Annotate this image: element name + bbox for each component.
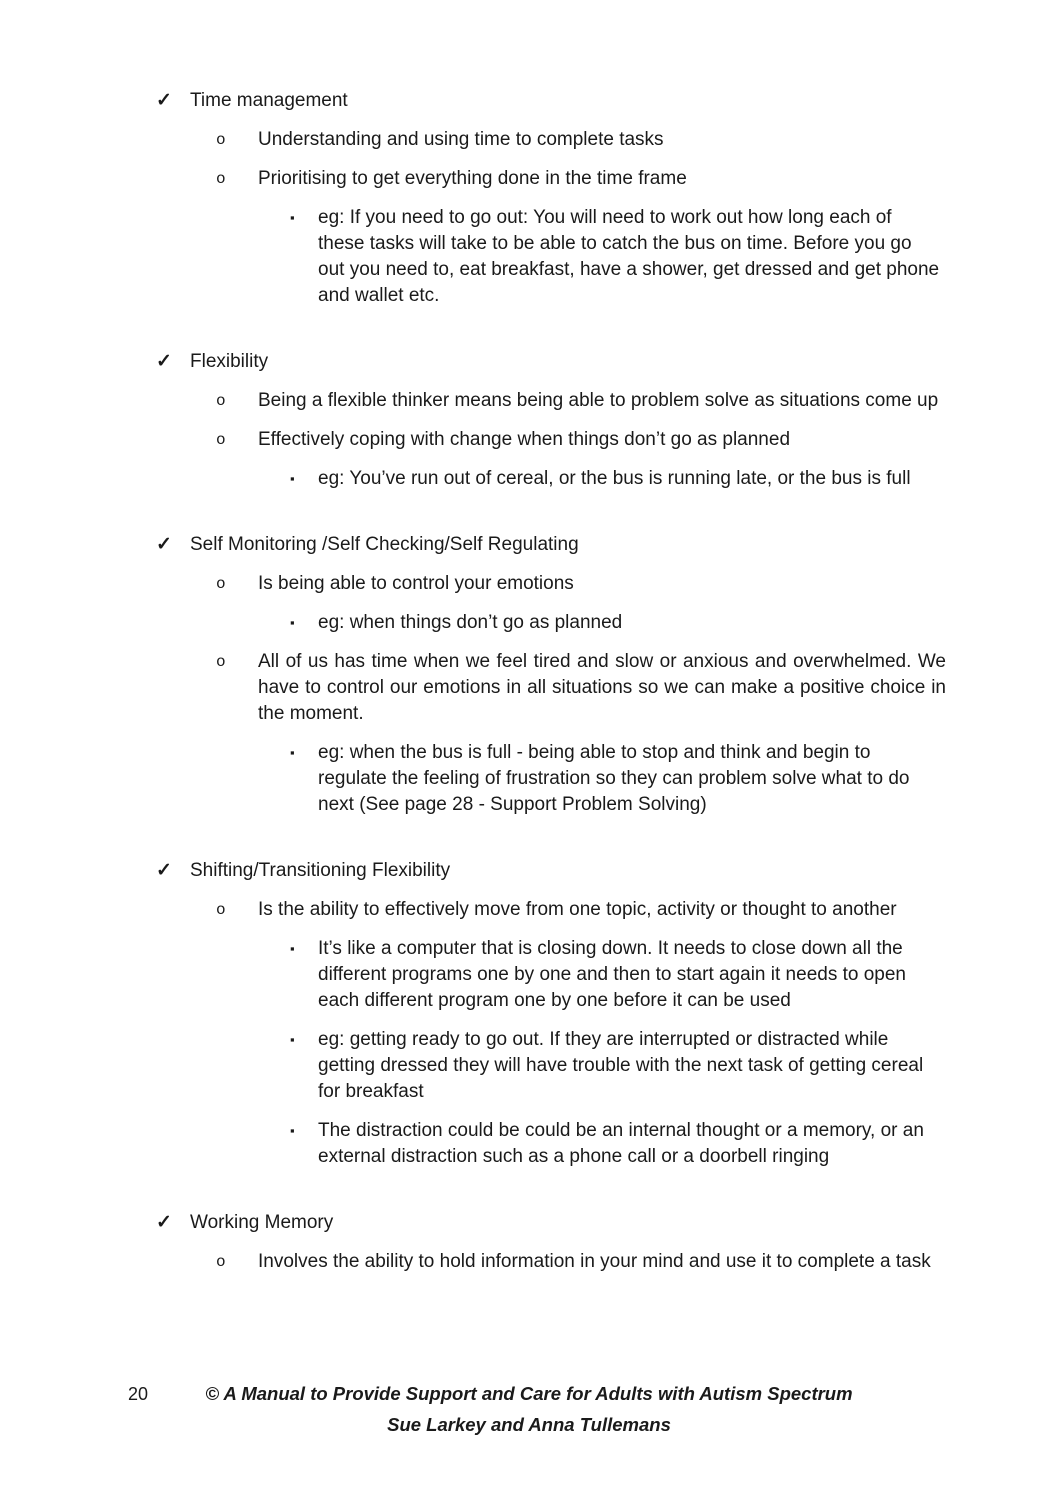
circle-bullet-icon: o bbox=[216, 1253, 226, 1271]
list-item-text: Prioritising to get everything done in the time frame bbox=[258, 168, 687, 189]
square-bullet-icon: ▪ bbox=[290, 941, 295, 956]
footer-copyright-line: © A Manual to Provide Support and Care for Adults with Autism Spectrum bbox=[205, 1383, 853, 1404]
list-item-level1 bbox=[0, 532, 1058, 558]
circle-bullet-icon: o bbox=[216, 131, 226, 149]
section-title: Self Monitoring /Self Checking/Self Regulating bbox=[190, 534, 579, 555]
checkmark-bullet-icon: ✓ bbox=[156, 534, 172, 555]
list-item-text: It’s like a computer that is closing down. It needs to close down all the different programs one by one and then to start again it needs to open each different program one by one before it can be used bbox=[318, 938, 906, 1011]
circle-bullet-icon: o bbox=[216, 431, 226, 449]
circle-bullet-icon: o bbox=[216, 392, 226, 410]
circle-bullet-icon: o bbox=[216, 575, 226, 593]
checkmark-bullet-icon: ✓ bbox=[156, 1212, 172, 1233]
list-item-level3 bbox=[0, 1027, 1058, 1105]
square-bullet-icon: ▪ bbox=[290, 1123, 295, 1138]
page-footer bbox=[0, 1378, 1058, 1440]
outline-sections bbox=[0, 88, 1058, 1275]
list-item-text: eg: If you need to go out: You will need to work out how long each of these tasks will take to be able to catch the bus on time. Before you go out you need to, eat breakfast, have a shower, get dressed and get phone and wallet etc. bbox=[318, 207, 940, 306]
list-item-level3 bbox=[0, 205, 1058, 309]
section-title: Flexibility bbox=[190, 351, 269, 372]
list-item-text: Understanding and using time to complete tasks bbox=[258, 129, 664, 150]
square-bullet-icon: ▪ bbox=[290, 615, 295, 630]
list-item-level3 bbox=[0, 466, 1058, 492]
list-item-level2 bbox=[0, 571, 1058, 597]
outline-section bbox=[0, 532, 1058, 818]
list-item-level2 bbox=[0, 897, 1058, 923]
square-bullet-icon: ▪ bbox=[290, 210, 295, 225]
list-item-level2 bbox=[0, 427, 1058, 453]
list-item-text: Effectively coping with change when things don’t go as planned bbox=[258, 429, 791, 450]
square-bullet-icon: ▪ bbox=[290, 745, 295, 760]
checkmark-bullet-icon: ✓ bbox=[156, 860, 172, 881]
document-body bbox=[0, 88, 1058, 1288]
list-item-level2 bbox=[0, 649, 1058, 727]
section-title: Working Memory bbox=[190, 1212, 334, 1233]
outline-section bbox=[0, 88, 1058, 309]
list-item-text: Being a flexible thinker means being able to problem solve as situations come up bbox=[258, 390, 939, 411]
list-item-level1 bbox=[0, 858, 1058, 884]
list-item-level1 bbox=[0, 349, 1058, 375]
outline-section bbox=[0, 858, 1058, 1170]
list-item-text: eg: You’ve run out of cereal, or the bus is running late, or the bus is full bbox=[318, 468, 911, 489]
list-item-level1 bbox=[0, 88, 1058, 114]
page-number: 20 bbox=[128, 1384, 149, 1404]
footer-authors-line: Sue Larkey and Anna Tullemans bbox=[387, 1414, 671, 1435]
footer-text bbox=[0, 1378, 1058, 1440]
list-item-text: The distraction could be could be an internal thought or a memory, or an external distraction such as a phone call or a doorbell ringing bbox=[318, 1120, 924, 1167]
list-item-text: Is the ability to effectively move from one topic, activity or thought to another bbox=[258, 899, 897, 920]
list-item-text: eg: when the bus is full - being able to stop and think and begin to regulate the feeling of frustration so they can problem solve what to do next (See page 28 - Support Problem Solving) bbox=[318, 742, 910, 815]
list-item-level3 bbox=[0, 610, 1058, 636]
checkmark-bullet-icon: ✓ bbox=[156, 351, 172, 372]
circle-bullet-icon: o bbox=[216, 653, 226, 671]
list-item-level2 bbox=[0, 1249, 1058, 1275]
list-item-level1 bbox=[0, 1210, 1058, 1236]
list-item-level3 bbox=[0, 936, 1058, 1014]
checkmark-bullet-icon: ✓ bbox=[156, 90, 172, 111]
square-bullet-icon: ▪ bbox=[290, 471, 295, 486]
circle-bullet-icon: o bbox=[216, 901, 226, 919]
list-item-text: Is being able to control your emotions bbox=[258, 573, 574, 594]
list-item-text: All of us has time when we feel tired and slow or anxious and overwhelmed. We have to control our emotions in all situations so we can make a positive choice in the moment. bbox=[258, 651, 946, 724]
square-bullet-icon: ▪ bbox=[290, 1032, 295, 1047]
list-item-level2 bbox=[0, 127, 1058, 153]
outline-section bbox=[0, 1210, 1058, 1275]
list-item-text: Involves the ability to hold information in your mind and use it to complete a task bbox=[258, 1251, 931, 1272]
section-title: Shifting/Transitioning Flexibility bbox=[190, 860, 451, 881]
list-item-level2 bbox=[0, 388, 1058, 414]
section-title: Time management bbox=[190, 90, 348, 111]
list-item-level3 bbox=[0, 740, 1058, 818]
circle-bullet-icon: o bbox=[216, 170, 226, 188]
list-item-level3 bbox=[0, 1118, 1058, 1170]
list-item-level2 bbox=[0, 166, 1058, 192]
list-item-text: eg: getting ready to go out. If they are interrupted or distracted while getting dressed they will have trouble with the next task of getting cereal for breakfast bbox=[318, 1029, 924, 1102]
list-item-text: eg: when things don’t go as planned bbox=[318, 612, 623, 633]
outline-section bbox=[0, 349, 1058, 492]
